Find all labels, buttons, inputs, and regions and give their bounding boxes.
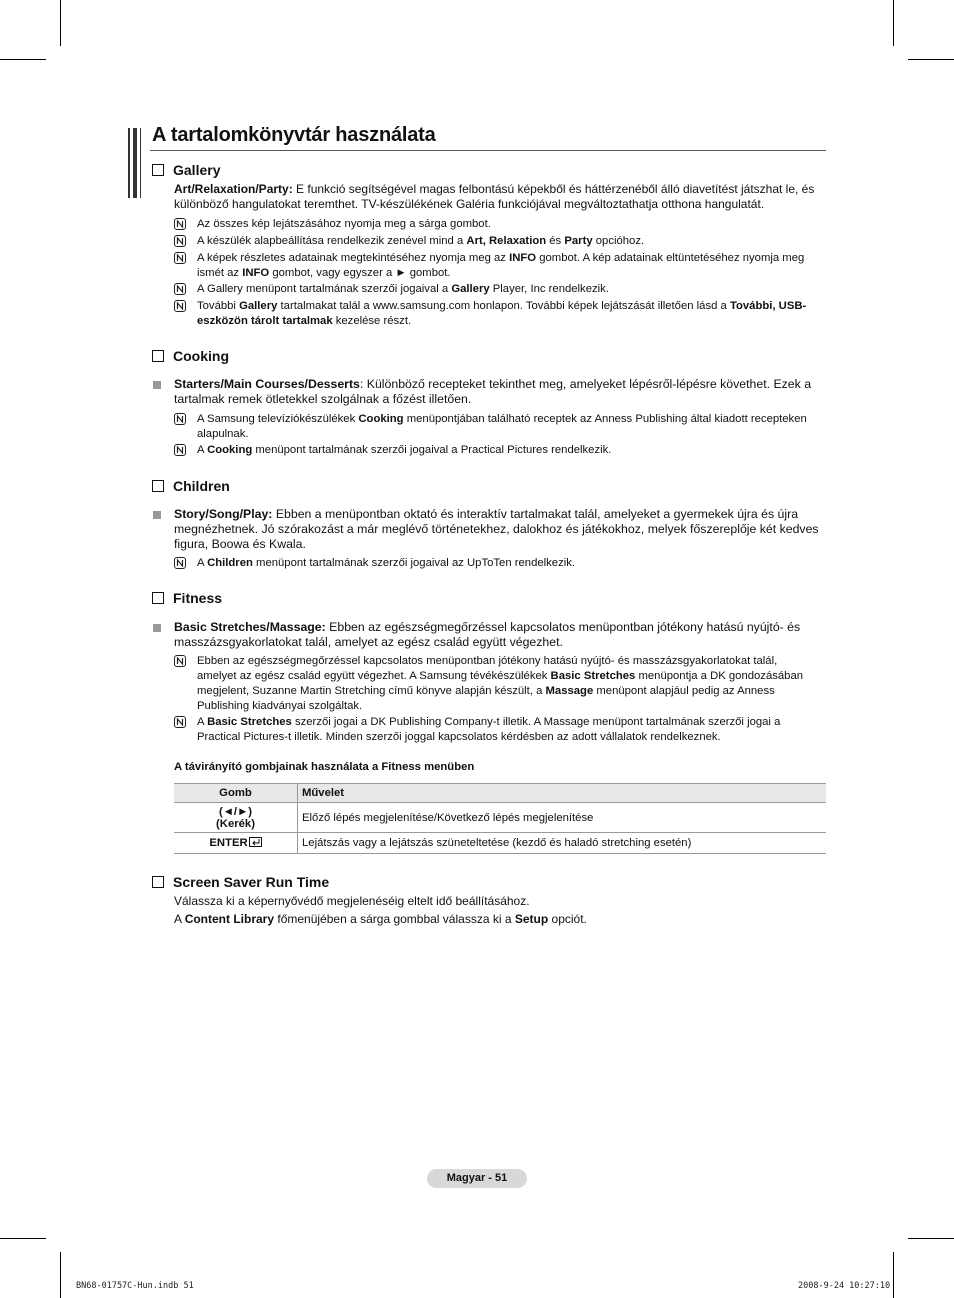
table-row (174, 833, 826, 854)
page-number-badge: Magyar - 51 (427, 1169, 527, 1188)
note-item: A Gallery menüpont tartalmának szerzői jogaival a Gallery Player, Inc rendelkezik. (174, 282, 826, 297)
crop-mark (60, 0, 61, 46)
table-row (174, 803, 826, 833)
screen-saver-line: A Content Library főmenüjében a sárga gombbal válassza ki a Setup opciót. (174, 912, 587, 926)
note-item: A képek részletes adatainak megtekintéséhez nyomja meg az INFO gombot. A kép adatainak eltüntetéséhez nyomja meg ismét az INFO gombot, vagy egyszer a ► gombot. (174, 251, 826, 281)
column-header: Gomb (174, 784, 298, 803)
bullet-square-icon (153, 624, 161, 632)
section-heading-fitness: Fitness (152, 590, 222, 606)
title-bar-decoration (128, 128, 130, 198)
note-icon (174, 716, 186, 728)
action-cell: Előző lépés megjelenítése/Következő lépés megjelenítése (298, 803, 827, 833)
section-heading-children: Children (152, 478, 230, 494)
note-icon (174, 413, 186, 425)
note-icon (174, 557, 186, 569)
note-item: A Basic Stretches szerzői jogai a DK Publishing Company-t illetik. A Massage menüpont tartalmának szerzői jogai a Practical Pictures-t illetik. Minden szerzői joggal kapcsolatos kérdésben az adott vállalatok rendelkeznek. (174, 715, 826, 745)
gallery-intro: Art/Relaxation/Party: E funkció segítségével magas felbontású képekből és háttérzenéből álló diavetítést játszhat le, és különböző hangulatokat teremthet. TV-készülékének Galéria funkciójával megváltoztathatja otthona hangulatát. (174, 182, 815, 211)
crop-mark (893, 0, 894, 46)
note-item: További Gallery tartalmakat talál a www.samsung.com honlapon. További képek lejátszását illetően lásd a További, USB- eszközön tárolt tartalmak kezelése részt. (174, 299, 826, 329)
crop-mark (908, 59, 954, 60)
table-header-row (174, 784, 826, 803)
checkbox-icon (152, 876, 164, 888)
checkbox-icon (152, 164, 164, 176)
note-item: Az összes kép lejátszásához nyomja meg a sárga gombot. (174, 217, 826, 232)
section-heading-screen-saver: Screen Saver Run Time (152, 874, 329, 890)
note-item: A készülék alapbeállítása rendelkezik zenével mind a Art, Relaxation és Party opcióhoz. (174, 234, 826, 249)
button-cell: ENTER (174, 833, 298, 854)
title-bar-decoration (140, 128, 141, 198)
action-cell: Lejátszás vagy a lejátszás szüneteltetése (kezdő és haladó stretching esetén) (298, 833, 827, 854)
crop-mark (893, 1252, 894, 1298)
note-item: A Children menüpont tartalmának szerzői jogaival az UpToTen rendelkezik. (174, 556, 826, 571)
crop-mark (0, 59, 46, 60)
screen-saver-line: Válassza ki a képernyővédő megjelenéséig eltelt idő beállításához. (174, 894, 530, 908)
note-item: Ebben az egészségmegőrzéssel kapcsolatos menüpontban jótékony hatású nyújtó- és masszázsgyakorlatokat talál, amelyet az egész család együtt végezhet. A Samsung tévékészülékek Basic Stretches menüpontja a DK gondozásában megjelent, Suzanne Martin Stretching című könyve alapján készült, a Massage menüpont alapjául pedig az Anness Publishing kiadványai szolgáltak. (174, 654, 826, 714)
table-caption: A távirányító gombjainak használata a Fitness menüben (174, 761, 475, 773)
crop-mark (0, 1238, 46, 1239)
note-item: A Samsung televíziókészülékek Cooking menüpontjában található receptek az Anness Publishing által kiadott recepteken alapulnak. (174, 412, 826, 442)
note-icon (174, 283, 186, 295)
note-icon (174, 655, 186, 667)
section-heading-gallery: Gallery (152, 162, 220, 178)
checkbox-icon (152, 480, 164, 492)
crop-mark (908, 1238, 954, 1239)
checkbox-icon (152, 592, 164, 604)
note-icon (174, 218, 186, 230)
note-icon (174, 235, 186, 247)
checkbox-icon (152, 350, 164, 362)
title-divider (150, 150, 826, 151)
column-header: Művelet (298, 784, 827, 803)
button-cell: (◄/►) (Kerék) (174, 803, 298, 833)
footer-file-info: BN68-01757C-Hun.indb 51 (76, 1281, 194, 1291)
footer-timestamp: 2008-9-24 10:27:10 (798, 1281, 891, 1291)
title-bar-decoration (133, 128, 137, 198)
cooking-description: Starters/Main Courses/Desserts: Különböző recepteket tekinthet meg, amelyeket lépésről-lépésre követhet. Ezek a tartalmak remek ötletekkel szolgálnak a főzést illetően. (174, 377, 812, 406)
bullet-square-icon (153, 381, 161, 389)
bullet-square-icon (153, 511, 161, 519)
section-heading-cooking: Cooking (152, 348, 229, 364)
enter-icon (249, 837, 262, 847)
note-icon (174, 252, 186, 264)
note-item: A Cooking menüpont tartalmának szerzői jogaival a Practical Pictures rendelkezik. (174, 443, 826, 458)
fitness-description: Basic Stretches/Massage: Ebben az egészségmegőrzéssel kapcsolatos menüpontban jótékony hatású nyújtó- és masszázsgyakorlatokat talál, amelyet az egész család együtt végezhet. (174, 620, 801, 649)
crop-mark (60, 1252, 61, 1298)
children-description: Story/Song/Play: Ebben a menüpontban oktató és interaktív tartalmakat talál, amelyeket a gyermekek újra és újra megnézhetnek. Jó szórakozást a már meglévő történetekhez, dalokhoz és játékokhoz, melyek főszereplője két kedves figura, Boowa és Kwala. (174, 507, 819, 551)
page-title: A tartalomkönyvtár használata (152, 124, 436, 146)
note-icon (174, 444, 186, 456)
note-icon (174, 300, 186, 312)
remote-buttons-table (174, 783, 826, 854)
